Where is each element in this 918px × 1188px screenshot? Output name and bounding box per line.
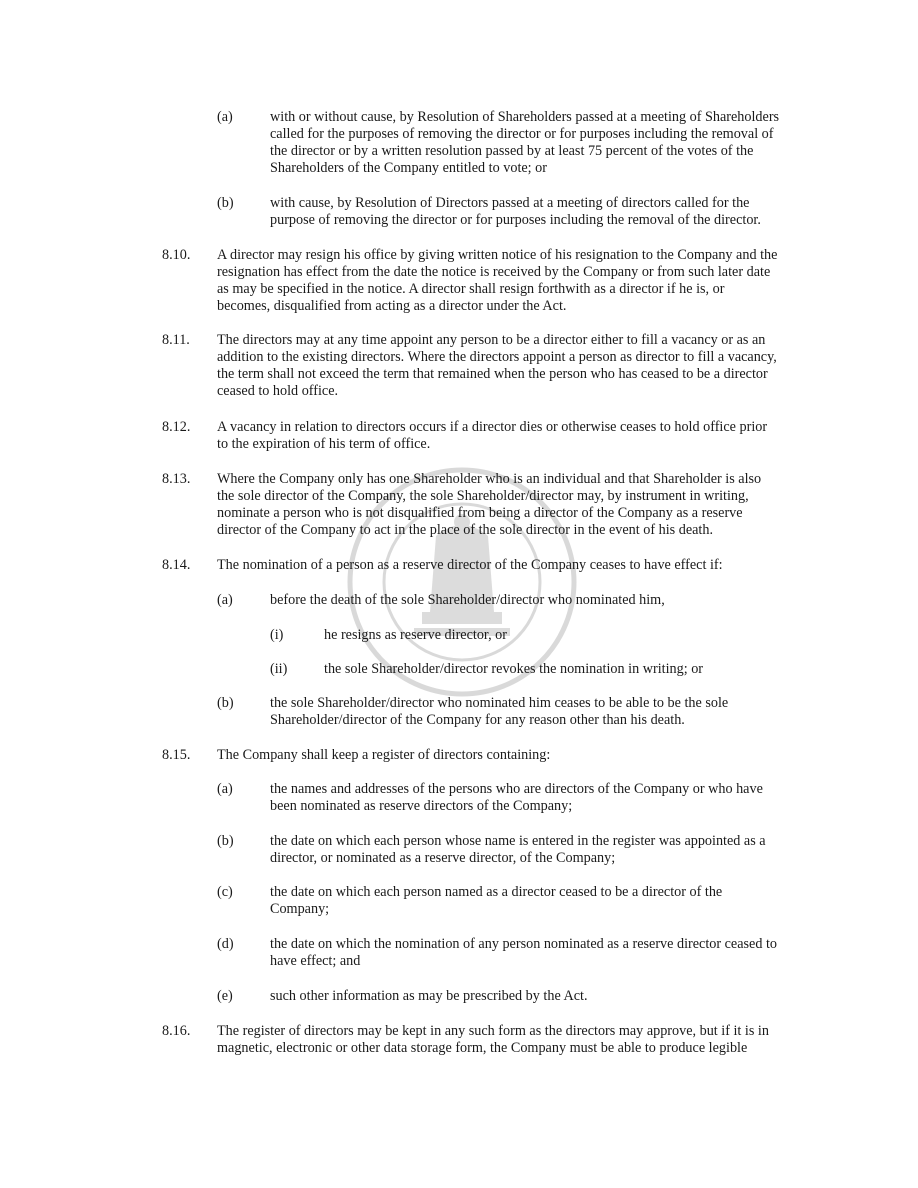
clause-text-line: Shareholder/director of the Company for any reason other than his death.: [270, 712, 685, 728]
clause-text-line: A vacancy in relation to directors occurs if a director dies or otherwise ceases to hold office prior: [217, 419, 768, 435]
clause-text-line: the sole director of the Company, the sole Shareholder/director may, by instrument in writing,: [217, 488, 749, 504]
clause-text-line: resignation has effect from the date the notice is received by the Company or from such later date: [217, 264, 771, 280]
clause-text-line: such other information as may be prescribed by the Act.: [270, 988, 588, 1004]
clause-text-line: the sole Shareholder/director who nominated him ceases to be able to be the sole: [270, 695, 729, 711]
clause-text-line: The directors may at any time appoint any person to be a director either to fill a vacancy or as an: [217, 332, 766, 348]
clause-number: (d): [217, 936, 234, 952]
clause-text-line: he resigns as reserve director, or: [324, 627, 508, 643]
clause-text-line: director of the Company to act in the place of the sole director in the event of his death.: [217, 522, 714, 538]
clause-text-line: Shareholders of the Company entitled to vote; or: [270, 160, 547, 176]
clause-text-line: called for the purposes of removing the director or for purposes including the removal of: [270, 126, 774, 142]
clause-number: 8.11.: [162, 332, 190, 348]
clause-text-line: Where the Company only has one Shareholder who is an individual and that Shareholder is also: [217, 471, 762, 487]
clause-text-line: A director may resign his office by giving written notice of his resignation to the Company and the: [217, 247, 778, 263]
clause-text-line: the sole Shareholder/director revokes the nomination in writing; or: [324, 661, 704, 677]
clause-text-line: the names and addresses of the persons who are directors of the Company or who have: [270, 781, 763, 797]
clause-text-line: The Company shall keep a register of directors containing:: [217, 747, 551, 763]
clause-number: (b): [217, 833, 234, 849]
clause-number: 8.14.: [162, 557, 191, 573]
clause-text-line: director, or nominated as a reserve director, of the Company;: [270, 850, 616, 866]
clause-text-line: addition to the existing directors. Where the directors appoint a person as director to fill a vacancy,: [217, 349, 777, 365]
clause-number: (c): [217, 884, 233, 900]
clause-text-line: with or without cause, by Resolution of Shareholders passed at a meeting of Shareholders: [270, 109, 780, 125]
clause-number: (a): [217, 109, 233, 125]
clause-text-line: have effect; and: [270, 953, 361, 969]
clause-text-line: purpose of removing the director or for purposes including the removal of the director.: [270, 212, 761, 228]
clause-text-line: before the death of the sole Shareholder/director who nominated him,: [270, 592, 665, 608]
clause-text-line: to the expiration of his term of office.: [217, 436, 431, 452]
clause-number: 8.12.: [162, 419, 191, 435]
clause-number: 8.10.: [162, 247, 191, 263]
clause-text-line: Company;: [270, 901, 330, 917]
clause-text-line: The nomination of a person as a reserve director of the Company ceases to have effect if:: [217, 557, 723, 573]
clause-number: 8.13.: [162, 471, 191, 487]
clause-text-line: been nominated as reserve directors of the Company;: [270, 798, 573, 814]
clause-text-line: becomes, disqualified from acting as a director under the Act.: [217, 298, 567, 314]
clause-number: (e): [217, 988, 233, 1004]
clause-text-line: ceased to hold office.: [217, 383, 339, 399]
clause-text-line: as may be specified in the notice. A director shall resign forthwith as a director if he is, or: [217, 281, 725, 297]
clause-text-line: the date on which each person whose name is entered in the register was appointed as a: [270, 833, 766, 849]
clause-number: (a): [217, 592, 233, 608]
clause-text-line: nominate a person who is not disqualified from being a director of the Company as a reserve: [217, 505, 743, 521]
clause-number: (i): [270, 627, 284, 643]
clause-text-line: magnetic, electronic or other data storage form, the Company must be able to produce legible: [217, 1040, 748, 1056]
clause-number: 8.16.: [162, 1023, 191, 1039]
clause-text-line: The register of directors may be kept in any such form as the directors may approve, but if it is in: [217, 1023, 769, 1039]
clause-text-line: the date on which the nomination of any person nominated as a reserve director ceased to: [270, 936, 778, 952]
clause-number: (b): [217, 195, 234, 211]
clause-number: (ii): [270, 661, 288, 677]
clause-text-line: with cause, by Resolution of Directors passed at a meeting of directors called for the: [270, 195, 750, 211]
clause-text-line: the date on which each person named as a director ceased to be a director of the: [270, 884, 723, 900]
clause-text-line: the director or by a written resolution passed by at least 75 percent of the votes of the: [270, 143, 754, 159]
clause-text-line: the term shall not exceed the term that remained when the person who has ceased to be a director: [217, 366, 768, 382]
clause-number: (a): [217, 781, 233, 797]
clause-number: (b): [217, 695, 234, 711]
clause-number: 8.15.: [162, 747, 191, 763]
